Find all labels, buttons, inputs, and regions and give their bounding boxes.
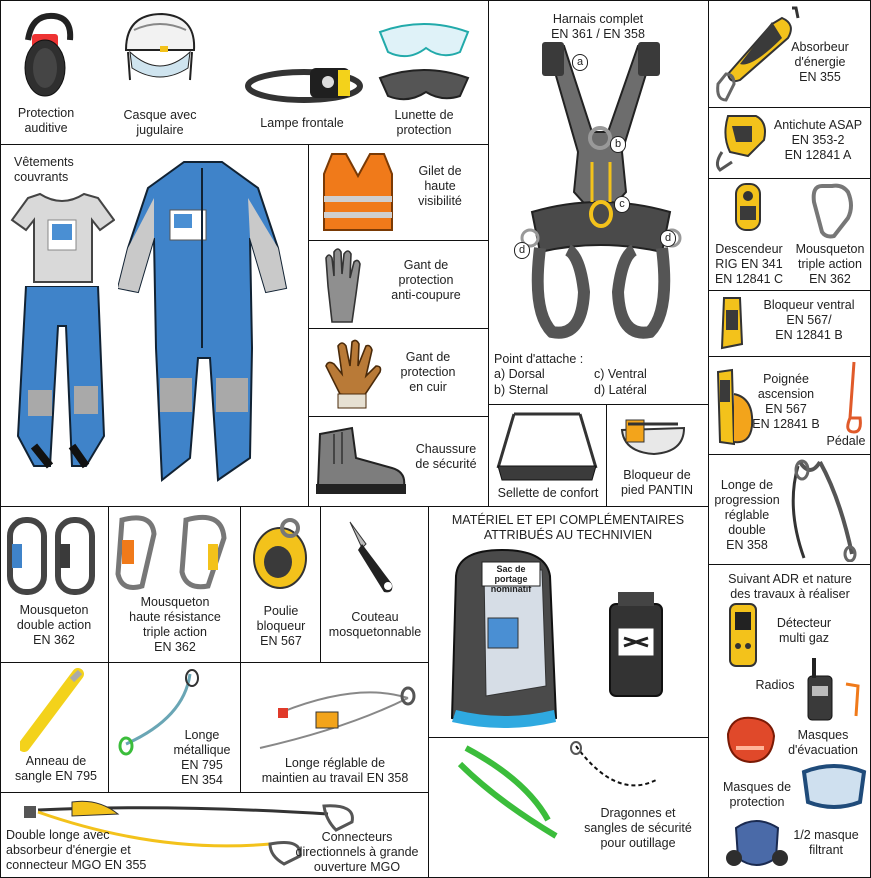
cut-glove-icon (320, 246, 364, 324)
label-carabiner-triple: Mousqueton triple action EN 362 (795, 242, 865, 286)
comfort-seat-icon (494, 410, 600, 484)
label-headlamp: Lampe frontale (260, 116, 344, 130)
label-knife: Couteau mosquetonnable (328, 610, 422, 639)
marker-b: b (610, 136, 626, 153)
label-descender: Descendeur RIG EN 341 EN 12841 C (714, 242, 784, 286)
foot-ascender-icon (618, 410, 688, 458)
work-lanyard-icon (248, 668, 420, 754)
label-double-lanyard: Double longe avec absorbeur d'énergie et connecteur MGO EN 355 (6, 828, 147, 872)
marker-a: a (572, 54, 588, 71)
label-bag: Sac de portage nominatif (490, 564, 532, 594)
ventral-ascender-icon (714, 294, 750, 352)
label-work-lanyard: Longe réglable de maintien au travail EN 358 (261, 756, 409, 785)
full-harness-icon (512, 42, 690, 342)
safety-glasses-icon (376, 12, 472, 104)
carabiner-double-icon (6, 516, 102, 596)
sling-icon (20, 668, 90, 752)
knife-icon (340, 518, 400, 596)
label-carabiner-double: Mousqueton double action EN 362 (16, 603, 92, 647)
label-tool-lanyards: Dragonnes et sangles de sécurité pour outillage (584, 806, 692, 850)
half-mask-icon (726, 814, 788, 874)
label-sling: Anneau de sangle EN 795 (14, 754, 97, 783)
label-goggles: Masques de protection (722, 780, 792, 809)
label-clothing: Vêtements couvrants (14, 155, 74, 184)
label-harness-title: Harnais complet EN 361 / EN 358 (551, 12, 645, 41)
coverall-icon (118, 158, 288, 488)
marker-d-left: d (514, 242, 530, 259)
label-attach-title: Point d'attache : (494, 352, 584, 366)
label-adr: Suivant ADR et nature des travaux à réaliser (728, 572, 852, 601)
label-shoes: Chaussure de sécurité (415, 442, 477, 471)
label-absorber: Absorbeur d'énergie EN 355 (791, 40, 849, 84)
label-attach-sternal: b) Sternal (494, 383, 549, 397)
fall-arrester-icon (712, 112, 772, 174)
carabiner-hr-icon (112, 514, 236, 592)
label-metal-lanyard: Longe métallique EN 795 EN 354 (173, 728, 231, 787)
label-glasses: Lunette de protection (394, 108, 454, 137)
label-fall-arrester: Antichute ASAP EN 353-2 EN 12841 A (773, 118, 863, 162)
carabiner-triple-icon (810, 182, 854, 240)
descender-icon (730, 180, 766, 236)
label-attach-ventral: c) Ventral (594, 367, 647, 381)
pulley-icon (250, 514, 312, 594)
label-extra-title: MATÉRIEL ET EPI COMPLÉMENTAIRES ATTRIBUÉS AU TECHNIVIEN (451, 513, 685, 542)
tool-pouch-icon (604, 588, 668, 700)
ear-muffs-icon (14, 10, 76, 98)
label-progress-lanyard: Longe de progression réglable double EN 358 (714, 478, 780, 552)
pedal-icon (840, 358, 866, 434)
gas-detector-icon (728, 602, 758, 668)
label-carabiner-hr: Mousqueton haute résistance triple action EN 362 (129, 595, 221, 654)
leather-glove-icon (322, 336, 384, 410)
progression-lanyard-icon (780, 458, 866, 562)
label-hearing: Protection auditive (17, 106, 75, 135)
hi-vis-vest-icon (322, 150, 394, 232)
label-vest: Gilet de haute visibilité (418, 164, 462, 208)
label-helmet: Casque avec jugulaire (123, 108, 197, 137)
label-half-mask: 1/2 masque filtrant (793, 828, 859, 857)
label-handle: Poignée ascension EN 567 EN 12841 B (752, 372, 820, 431)
radio-icon (802, 656, 864, 722)
label-pulley: Poulie bloqueur EN 567 (256, 604, 306, 648)
label-seat: Sellette de confort (497, 486, 599, 500)
label-attach-lateral: d) Latéral (594, 383, 647, 397)
label-glove-cut: Gant de protection anti-coupure (391, 258, 461, 302)
label-ventral: Bloqueur ventral EN 567/ EN 12841 B (763, 298, 855, 342)
marker-d-right: d (660, 230, 676, 247)
helmet-icon (120, 10, 200, 90)
tshirt-icon (10, 190, 115, 285)
goggles-icon (800, 762, 868, 812)
label-pedal: Pédale (826, 434, 866, 448)
label-gas-detector: Détecteur multi gaz (776, 616, 832, 645)
label-attach-dorsal: a) Dorsal (494, 367, 545, 381)
label-glove-leather: Gant de protection en cuir (400, 350, 456, 394)
label-evac-masks: Masques d'évacuation (788, 728, 858, 757)
label-foot-ascender: Bloqueur de pied PANTIN (620, 468, 693, 497)
marker-c: c (614, 196, 630, 213)
evacuation-mask-icon (722, 714, 778, 766)
headlamp-icon (244, 60, 364, 110)
label-radios: Radios (755, 678, 795, 692)
label-connectors: Connecteurs directionnels à grande ouverture MGO (295, 830, 419, 874)
trousers-icon (12, 286, 112, 476)
safety-boot-icon (312, 424, 408, 498)
